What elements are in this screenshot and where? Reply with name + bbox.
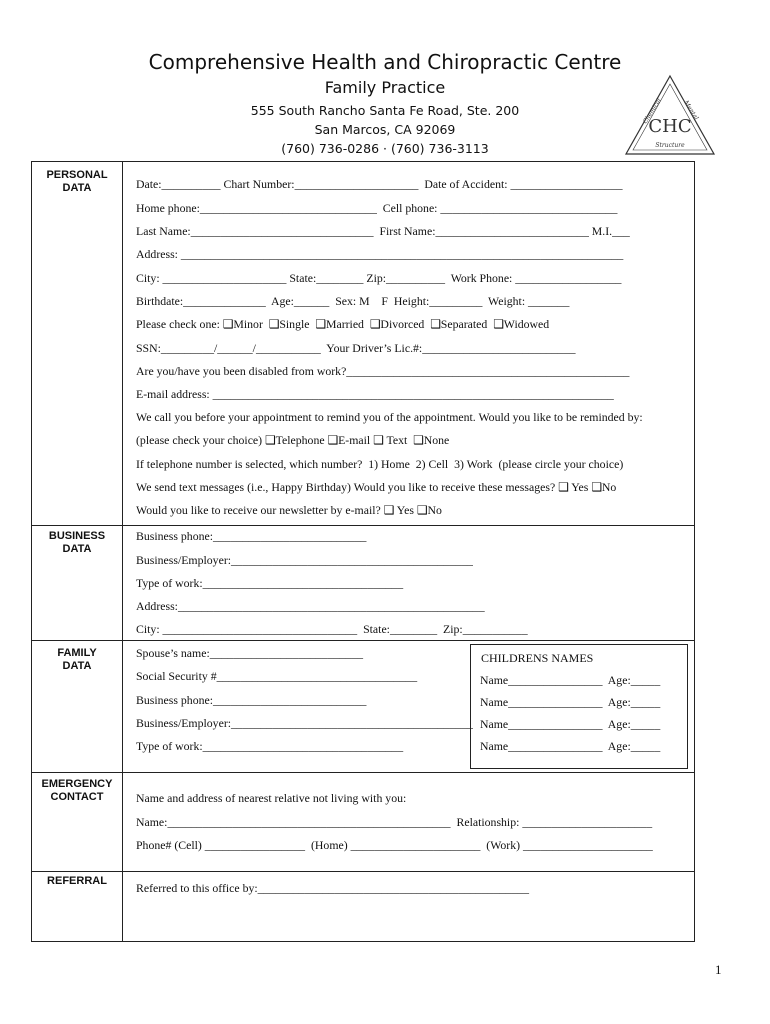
reminder-question: We call you before your appointment to remind you of the appointment. Would you like to be reminded by: xyxy=(136,410,643,424)
marital-status-row[interactable]: Please check one: ❑Minor ❑Single ❑Married ❑Divorced ❑Separated ❑Widowed xyxy=(136,317,550,331)
newsletter-row[interactable]: Would you like to receive our newsletter by e-mail? ❑ Yes ❑No xyxy=(136,503,442,517)
business-employer-row[interactable]: Business/Employer:_________________________________________ xyxy=(136,553,473,567)
phone-row[interactable]: Home phone:______________________________ Cell phone: ______________________________ xyxy=(136,201,618,215)
text-messages-row[interactable]: We send text messages (i.e., Happy Birthday) Would you like to receive these messages? ❑ Yes ❑No xyxy=(136,480,617,494)
spouse-work-row[interactable]: Type of work:__________________________________ xyxy=(136,739,404,753)
clinic-logo xyxy=(622,72,718,158)
emergency-phone-row[interactable]: Phone# (Cell) _________________ (Home) ______________________ (Work) ______________________ xyxy=(136,838,653,852)
section-label-referral: REFERRAL xyxy=(47,875,107,887)
emergency-name-row[interactable]: Name:________________________________________________ Relationship: ______________________ xyxy=(136,815,653,829)
child-row[interactable]: Name________________ Age:_____ xyxy=(480,673,661,687)
column-divider xyxy=(122,161,123,942)
page-number: 1 xyxy=(715,962,722,977)
children-names-title: CHILDRENS NAMES xyxy=(481,651,594,665)
svg-text:CHC: CHC xyxy=(648,116,692,137)
svg-text:Structure: Structure xyxy=(655,142,685,149)
section-label-family: FAMILY DATA xyxy=(57,647,97,672)
spouse-employer-row[interactable]: Business/Employer:_________________________________________ xyxy=(136,716,473,730)
svg-text:Chemical: Chemical xyxy=(641,97,663,126)
section-label-emergency: EMERGENCY CONTACT xyxy=(41,778,113,803)
spouse-name-row[interactable]: Spouse’s name:__________________________ xyxy=(136,646,364,660)
page-title: Comprehensive Health and Chiropractic Centre xyxy=(148,50,622,74)
child-row[interactable]: Name________________ Age:_____ xyxy=(480,739,661,753)
business-address-row[interactable]: Address:____________________________________________________ xyxy=(136,599,485,613)
spouse-business-phone-row[interactable]: Business phone:__________________________ xyxy=(136,693,367,707)
section-label-business: BUSINESS DATA xyxy=(48,530,106,555)
birthdate-row[interactable]: Birthdate:______________ Age:______ Sex: M F Height:_________ Weight: _______ xyxy=(136,294,570,308)
section-divider xyxy=(31,525,695,526)
address-row[interactable]: Address: ___________________________________________________________________________ xyxy=(136,247,624,261)
section-divider xyxy=(31,640,695,641)
svg-text:Mental: Mental xyxy=(682,99,700,122)
referral-row[interactable]: Referred to this office by:______________________________________________ xyxy=(136,881,529,895)
name-row[interactable]: Last Name:_______________________________ First Name:__________________________ M.I.___ xyxy=(136,224,630,238)
child-row[interactable]: Name________________ Age:_____ xyxy=(480,717,661,731)
phone-choice-row[interactable]: If telephone number is selected, which number? 1) Home 2) Cell 3) Work (please circle your choice) xyxy=(136,457,624,471)
business-phone-row[interactable]: Business phone:__________________________ xyxy=(136,529,367,543)
phone-numbers: (760) 736-0286 · (760) 736-3113 xyxy=(281,141,489,156)
emergency-instructions: Name and address of nearest relative not living with you: xyxy=(136,791,407,805)
address-line-2: San Marcos, CA 92069 xyxy=(314,122,456,137)
child-row[interactable]: Name________________ Age:_____ xyxy=(480,695,661,709)
page-subtitle: Family Practice xyxy=(324,78,446,97)
ssn-license-row[interactable]: SSN:_________/______/___________ Your Driver’s Lic.#:__________________________ xyxy=(136,341,576,355)
disabled-row[interactable]: Are you/have you been disabled from work?________________________________________________ xyxy=(136,364,630,378)
address-line-1: 555 South Rancho Santa Fe Road, Ste. 200 xyxy=(250,103,520,118)
type-of-work-row[interactable]: Type of work:__________________________________ xyxy=(136,576,404,590)
section-divider xyxy=(31,871,695,872)
business-city-row[interactable]: City: _________________________________ State:________ Zip:___________ xyxy=(136,622,528,636)
children-names-box xyxy=(470,644,688,769)
email-row[interactable]: E-mail address: ____________________________________________________________________ xyxy=(136,387,614,401)
section-label-personal: PERSONAL DATA xyxy=(46,169,108,194)
date-chart-accident-row[interactable]: Date:__________ Chart Number:_____________________ Date of Accident: ___________________ xyxy=(136,177,623,191)
spouse-ssn-row[interactable]: Social Security #__________________________________ xyxy=(136,669,418,683)
city-row[interactable]: City: _____________________ State:________ Zip:__________ Work Phone: __________________ xyxy=(136,271,622,285)
section-divider xyxy=(31,772,695,773)
reminder-choice-row[interactable]: (please check your choice) ❑Telephone ❑E-mail ❑ Text ❑None xyxy=(136,433,450,447)
